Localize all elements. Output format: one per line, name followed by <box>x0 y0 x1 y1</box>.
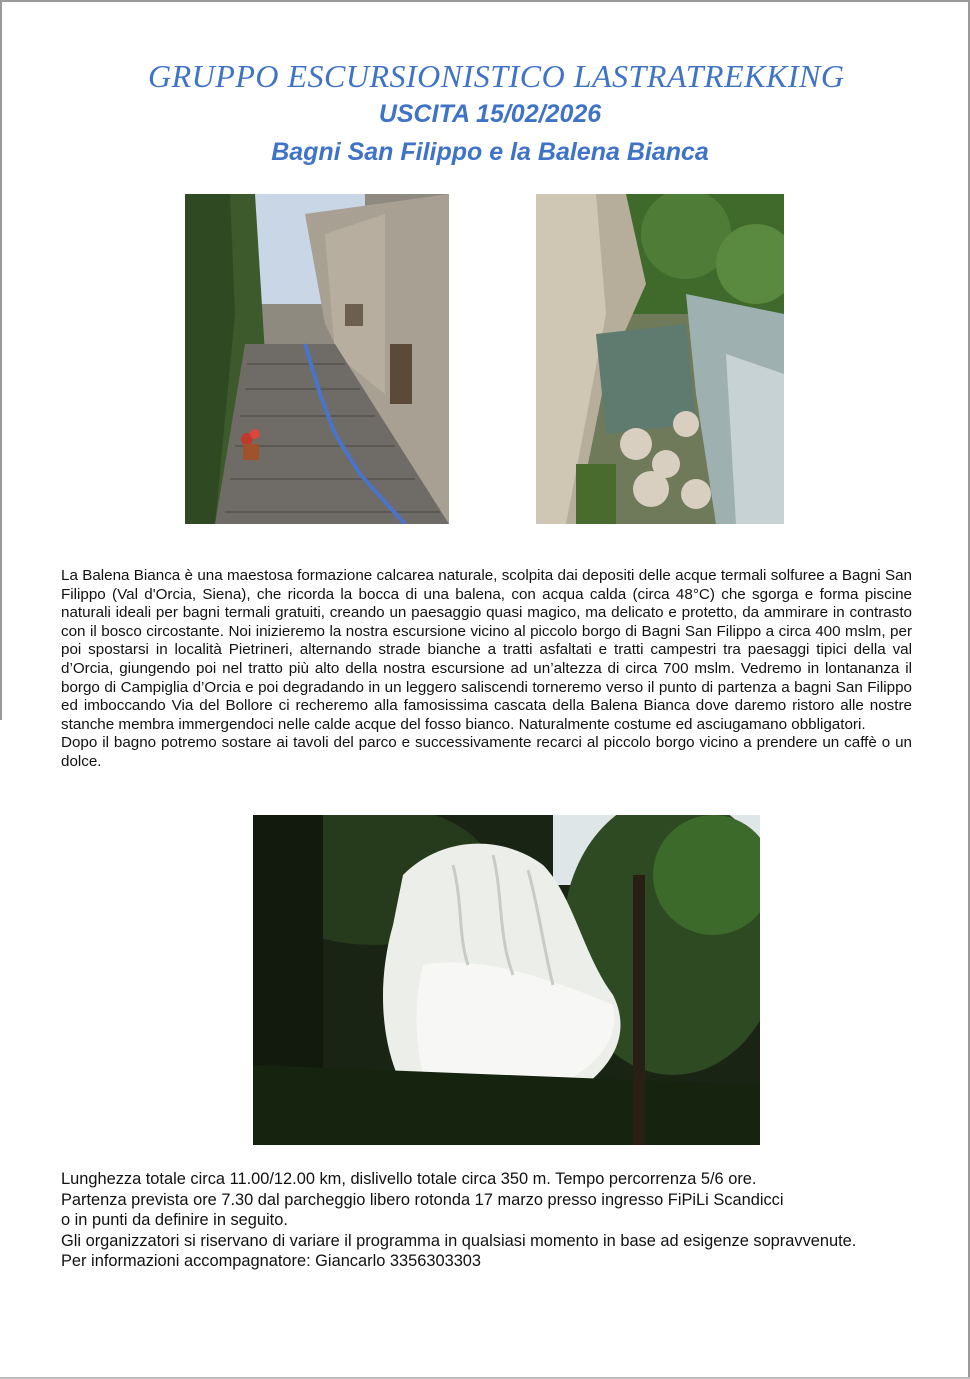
info-departure-alt: o in punti da definire in seguito. <box>61 1211 288 1229</box>
outing-date: USCITA 15/02/2026 <box>378 100 602 128</box>
village-stairway-photo <box>185 194 449 524</box>
balena-bianca-photo <box>253 815 760 1145</box>
info-length: Lunghezza totale circa 11.00/12.00 km, dislivello totale circa 350 m. Tempo percorrenza 5/6 ore. <box>61 1170 757 1188</box>
description-paragraph-2: Dopo il bagno potremo sostare ai tavoli del parco e successivamente recarci al piccolo borgo vicino a prendere un caffè o un dolce. <box>61 734 912 770</box>
info-disclaimer: Gli organizzatori si riservano di variare il programma in qualsiasi momento in base ad esigenze sopravvenute. <box>61 1231 857 1250</box>
description-text <box>61 567 912 772</box>
outing-subtitle: Bagni San Filippo e la Balena Bianca <box>271 138 709 166</box>
info-contact: Per informazioni accompagnatore: Giancarlo 3356303303 <box>61 1252 482 1270</box>
trip-info <box>61 1169 912 1272</box>
description-paragraph-1: La Balena Bianca è una maestosa formazione calcarea naturale, scolpita dai depositi delle acque termali solfuree a Bagni San Filippo (Val d'Orcia, Siena), che ricorda la bocca di una balena, con acqua calda (circa 48°C) che sgorga e forma piscine naturali ideali per bagni termali gratuiti, creando un paesaggio quasi magico, ma delicato e protetto, da ammirare in contrasto con il bosco circostante. Noi inizieremo la nostra escursione vicino al piccolo borgo di Bagni San Filippo a circa 400 mslm, per poi spostarsi in località Pietrineri, alternando strade bianche a tratti asfaltati e tratti campestri tra paesaggi tipici della val d’Orcia, giungendo poi nel tratto più alto della nostra escursione ad un’altezza di circa 700 mslm. Vedremo in lontananza il borgo di Campiglia d’Orcia e poi degradando in un leggero saliscendi torneremo verso il punto di partenza a bagni San Filippo ed imboccando Via del Bollore ci recheremo alla famosissima cascata della Balena Bianca dove daremo ristoro alle nostre stanche membra immergendoci nelle calde acque del fosso bianco. Naturalmente costume ed asciugamano obbligatori. <box>61 567 912 733</box>
page-title: GRUPPO ESCURSIONISTICO LASTRATREKKING <box>148 58 845 94</box>
page-border-top <box>0 0 970 2</box>
info-departure: Partenza prevista ore 7.30 dal parcheggio libero rotonda 17 marzo presso ingresso FiPiLi Scandicci <box>61 1190 784 1209</box>
thermal-pools-photo <box>536 194 784 524</box>
